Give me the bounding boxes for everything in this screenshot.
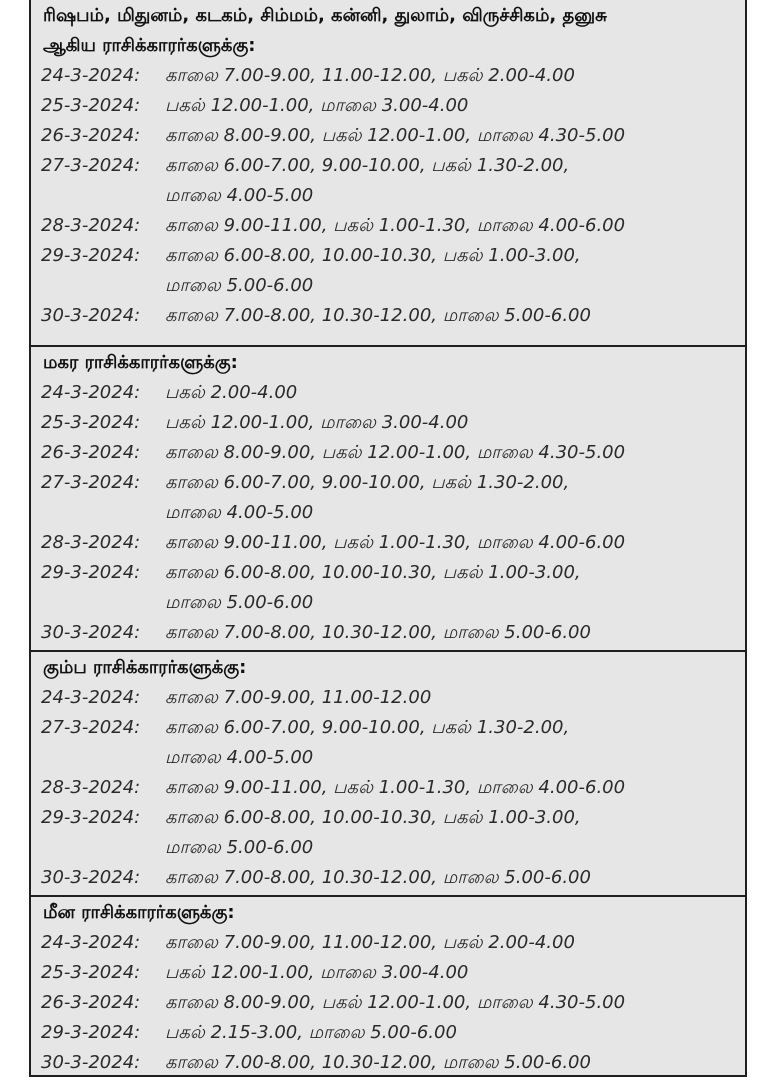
- section-heading-line: கும்ப ராசிக்காரர்களுக்கு:: [43, 657, 247, 678]
- schedule-times: [165, 151, 745, 211]
- schedule-time-line: காலை 7.00-8.00, 10.30-12.00, மாலை 5.00-6.00: [165, 305, 591, 326]
- schedule-times: [165, 438, 745, 468]
- schedule-times: [165, 1048, 745, 1078]
- schedule-times: [165, 211, 745, 241]
- schedule-time-line: மாலை 5.00-6.00: [165, 275, 314, 296]
- schedule-date: 24-3-2024:: [41, 932, 141, 953]
- schedule-times: [165, 528, 745, 558]
- schedule-time-line: மாலை 5.00-6.00: [165, 592, 314, 613]
- schedule-row: [41, 618, 745, 648]
- schedule-date: 27-3-2024:: [41, 155, 141, 176]
- schedule-date: 30-3-2024:: [41, 867, 141, 888]
- schedule-time-line: காலை 7.00-9.00, 11.00-12.00, பகல் 2.00-4.00: [165, 65, 575, 86]
- section-heading: [41, 653, 745, 683]
- schedule-times: [165, 713, 745, 773]
- section-heading: [41, 348, 745, 378]
- section-heading: [41, 898, 745, 928]
- schedule-time-line: காலை 7.00-9.00, 11.00-12.00: [165, 687, 432, 708]
- schedule-date: 28-3-2024:: [41, 215, 141, 236]
- schedule-row: [41, 928, 745, 958]
- schedule-time-line: காலை 8.00-9.00, பகல் 12.00-1.00, மாலை 4.30-5.00: [165, 125, 626, 146]
- schedule-row: [41, 378, 745, 408]
- schedule-row: [41, 558, 745, 618]
- schedule-time-line: பகல் 2.15-3.00, மாலை 5.00-6.00: [165, 1022, 457, 1043]
- schedule-times: [165, 558, 745, 618]
- section-heading-line: மகர ராசிக்காரர்களுக்கு:: [43, 352, 238, 373]
- schedule-row: [41, 528, 745, 558]
- schedule-row: [41, 151, 745, 211]
- schedule-times: [165, 863, 745, 893]
- schedule-date: 27-3-2024:: [41, 717, 141, 738]
- schedule-times: [165, 241, 745, 301]
- section-heading: [41, 1, 745, 61]
- schedule-date: 26-3-2024:: [41, 992, 141, 1013]
- schedule-date: 24-3-2024:: [41, 687, 141, 708]
- schedule-time-line: மாலை 4.00-5.00: [165, 502, 314, 523]
- schedule-time-line: காலை 8.00-9.00, பகல் 12.00-1.00, மாலை 4.30-5.00: [165, 442, 626, 463]
- schedule-date: 25-3-2024:: [41, 412, 141, 433]
- schedule-times: [165, 121, 745, 151]
- section-heading-line: ரிஷபம், மிதுனம், கடகம், சிம்மம், கன்னி, துலாம், விருச்சிகம், தனுசு: [43, 5, 607, 26]
- schedule-times: [165, 928, 745, 958]
- schedule-row: [41, 683, 745, 713]
- schedule-times: [165, 408, 745, 438]
- schedule-date: 28-3-2024:: [41, 532, 141, 553]
- schedule-row: [41, 241, 745, 301]
- schedule-date: 29-3-2024:: [41, 245, 141, 266]
- schedule-row: [41, 91, 745, 121]
- schedule-times: [165, 378, 745, 408]
- schedule-times: [165, 61, 745, 91]
- section-meenam: [31, 895, 745, 1077]
- schedule-time-line: காலை 6.00-7.00, 9.00-10.00, பகல் 1.30-2.00,: [165, 155, 570, 176]
- schedule-date: 25-3-2024:: [41, 962, 141, 983]
- schedule-row: [41, 301, 745, 331]
- schedule-row: [41, 988, 745, 1018]
- schedule-row: [41, 468, 745, 528]
- schedule-time-line: காலை 6.00-8.00, 10.00-10.30, பகல் 1.00-3.00,: [165, 807, 581, 828]
- schedule-date: 29-3-2024:: [41, 562, 141, 583]
- schedule-date: 25-3-2024:: [41, 95, 141, 116]
- schedule-times: [165, 468, 745, 528]
- section-rishabam-to-dhanusu: [31, 0, 745, 345]
- schedule-times: [165, 803, 745, 863]
- schedule-times: [165, 773, 745, 803]
- section-makaram: [31, 345, 745, 650]
- section-heading-line: ஆகிய ராசிக்காரர்களுக்கு:: [43, 35, 256, 56]
- schedule-row: [41, 958, 745, 988]
- schedule-times: [165, 301, 745, 331]
- schedule-time-line: காலை 6.00-8.00, 10.00-10.30, பகல் 1.00-3.00,: [165, 562, 581, 583]
- schedule-date: 24-3-2024:: [41, 65, 141, 86]
- schedule-times: [165, 91, 745, 121]
- section-kumbam: [31, 650, 745, 895]
- schedule-date: 30-3-2024:: [41, 305, 141, 326]
- schedule-time-line: காலை 9.00-11.00, பகல் 1.00-1.30, மாலை 4.00-6.00: [165, 777, 626, 798]
- schedule-times: [165, 618, 745, 648]
- schedule-time-line: மாலை 5.00-6.00: [165, 837, 314, 858]
- schedule-time-line: பகல் 2.00-4.00: [165, 382, 298, 403]
- schedule-date: 29-3-2024:: [41, 807, 141, 828]
- schedule-time-line: காலை 9.00-11.00, பகல் 1.00-1.30, மாலை 4.00-6.00: [165, 532, 626, 553]
- schedule-row: [41, 803, 745, 863]
- schedule-times: [165, 988, 745, 1018]
- schedule-row: [41, 438, 745, 468]
- schedule-row: [41, 1018, 745, 1048]
- schedule-table: [29, 0, 747, 1077]
- section-heading-line: மீன ராசிக்காரர்களுக்கு:: [43, 902, 235, 923]
- schedule-row: [41, 121, 745, 151]
- schedule-time-line: காலை 9.00-11.00, பகல் 1.00-1.30, மாலை 4.00-6.00: [165, 215, 626, 236]
- schedule-row: [41, 211, 745, 241]
- schedule-date: 30-3-2024:: [41, 1052, 141, 1073]
- schedule-times: [165, 958, 745, 988]
- schedule-times: [165, 1018, 745, 1048]
- schedule-date: 26-3-2024:: [41, 442, 141, 463]
- schedule-date: 29-3-2024:: [41, 1022, 141, 1043]
- schedule-date: 30-3-2024:: [41, 622, 141, 643]
- schedule-time-line: மாலை 4.00-5.00: [165, 747, 314, 768]
- schedule-time-line: காலை 8.00-9.00, பகல் 12.00-1.00, மாலை 4.30-5.00: [165, 992, 626, 1013]
- schedule-row: [41, 713, 745, 773]
- schedule-date: 24-3-2024:: [41, 382, 141, 403]
- schedule-row: [41, 1048, 745, 1078]
- schedule-time-line: காலை 7.00-9.00, 11.00-12.00, பகல் 2.00-4.00: [165, 932, 575, 953]
- schedule-time-line: காலை 6.00-7.00, 9.00-10.00, பகல் 1.30-2.00,: [165, 472, 570, 493]
- schedule-time-line: காலை 7.00-8.00, 10.30-12.00, மாலை 5.00-6.00: [165, 1052, 591, 1073]
- schedule-date: 26-3-2024:: [41, 125, 141, 146]
- schedule-row: [41, 61, 745, 91]
- schedule-time-line: காலை 6.00-8.00, 10.00-10.30, பகல் 1.00-3.00,: [165, 245, 581, 266]
- schedule-time-line: பகல் 12.00-1.00, மாலை 3.00-4.00: [165, 412, 469, 433]
- schedule-date: 27-3-2024:: [41, 472, 141, 493]
- schedule-row: [41, 773, 745, 803]
- schedule-row: [41, 863, 745, 893]
- schedule-time-line: பகல் 12.00-1.00, மாலை 3.00-4.00: [165, 962, 469, 983]
- schedule-time-line: பகல் 12.00-1.00, மாலை 3.00-4.00: [165, 95, 469, 116]
- schedule-date: 28-3-2024:: [41, 777, 141, 798]
- schedule-time-line: காலை 7.00-8.00, 10.30-12.00, மாலை 5.00-6.00: [165, 867, 591, 888]
- schedule-time-line: காலை 7.00-8.00, 10.30-12.00, மாலை 5.00-6.00: [165, 622, 591, 643]
- schedule-time-line: காலை 6.00-7.00, 9.00-10.00, பகல் 1.30-2.00,: [165, 717, 570, 738]
- schedule-row: [41, 408, 745, 438]
- schedule-times: [165, 683, 745, 713]
- schedule-time-line: மாலை 4.00-5.00: [165, 185, 314, 206]
